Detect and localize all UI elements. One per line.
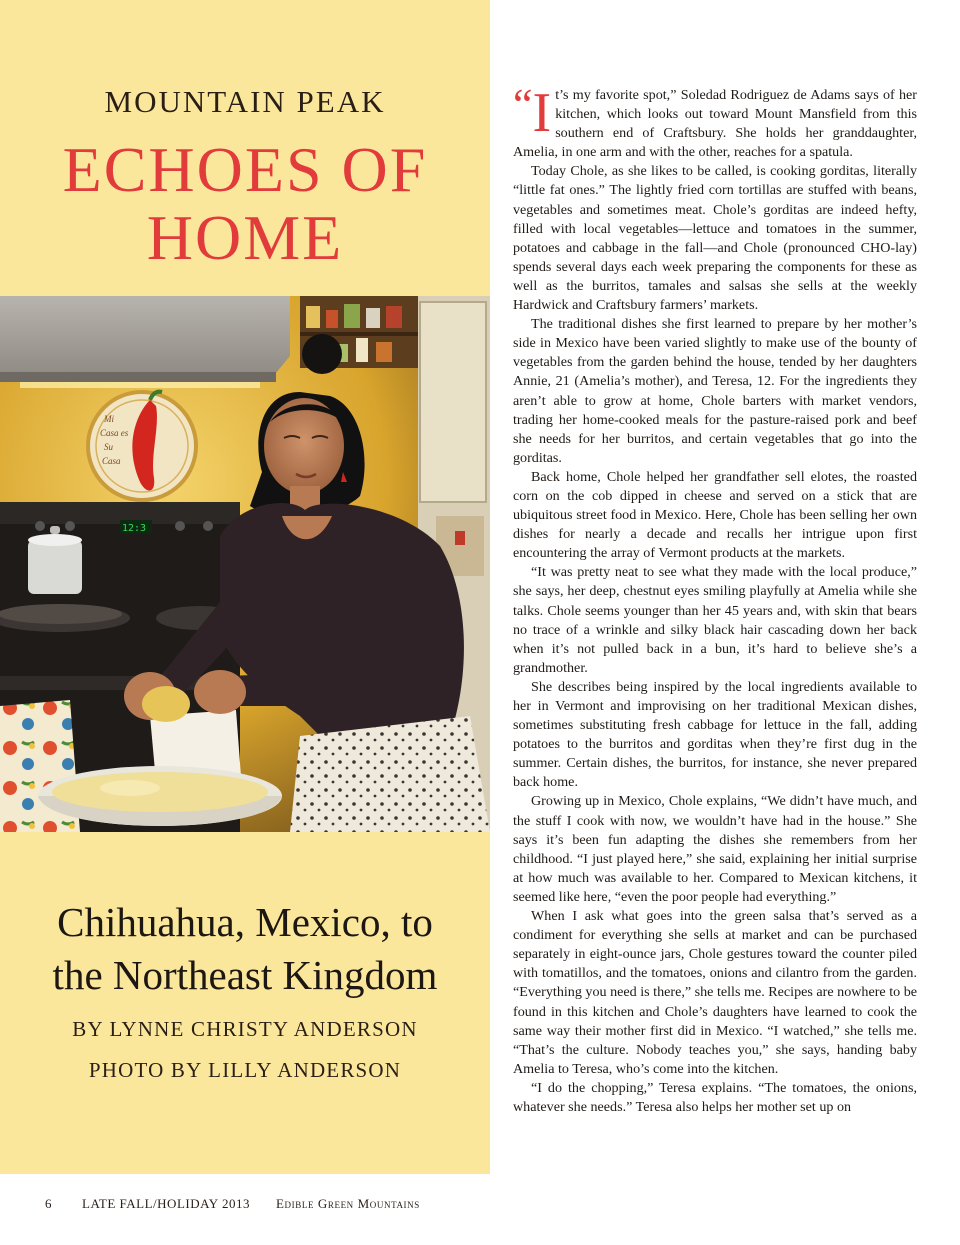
article-paragraph: t’s my favorite spot,” Soledad Rodriguez de Adams says of her kitchen, which looks out toward Mount Mansfield from this southern end of Craftsbury. She holds her granddaughter, Amelia, in one arm and with the other, reaches for a spatula. <box>513 87 917 161</box>
article-body <box>513 80 917 1117</box>
article-paragraph: “It was pretty neat to see what they made with the local produce,” she says, her deep, chestnut eyes smiling playfully at Amelia while she talks. Chole seems younger than her 45 years and, with skin that bears no trace of a wrinkle and silky black hair cascading down her back when it’s not pulled back in a bun, it’s hard to believe she’s a grandmother. <box>513 564 917 676</box>
subhead-line-2: the Northeast Kingdom <box>52 952 438 998</box>
page-number: 6 <box>45 1196 52 1211</box>
page-title <box>0 136 490 272</box>
author-byline: BY LYNNE CHRISTY ANDERSON <box>72 1017 418 1041</box>
article-paragraph: She describes being inspired by the local ingredients available to her in Vermont and improvising on her traditional Mexican dishes, sometimes substituting fresh cabbage for lettuce in the fall, adding potatoes to the burritos and gorditas when they’re first dug in the summer. Certain dishes, the burritos, for instance, she never prepared back home. <box>513 678 917 791</box>
subhead-line-1: Chihuahua, Mexico, to <box>57 899 433 945</box>
photo-credit: PHOTO BY LILLY ANDERSON <box>88 1058 402 1082</box>
plate-text-1: Mi <box>104 414 114 424</box>
section-kicker: MOUNTAIN PEAK <box>104 84 386 119</box>
decorative-plate <box>88 392 196 500</box>
drop-cap-letter: I <box>532 82 552 144</box>
issue-label: LATE FALL/HOLIDAY 2013 <box>82 1196 250 1211</box>
plate-text-3: Su <box>104 442 113 452</box>
title-line-1: ECHOES OF <box>62 134 428 205</box>
plate-text-2: Casa es <box>100 428 129 438</box>
article-paragraph: Back home, Chole helped her grandfather sell elotes, the roasted corn on the cob dipped in cheese and served on a stick that are ubiquitous street food in Mexico. Here, Chole has been selling her own dishes for nearly a decade and recalls her intrigue upon first encountering the array of Vermont products at the markets. <box>513 468 917 562</box>
article-paragraph: Today Chole, as she likes to be called, is cooking gorditas, literally “little fat ones.” The lightly fried corn tortillas are stuffed with beans, vegetables and sometimes meat. Chole’s gorditas are indeed hefty, filled with local vegetables—lettuce and tomatoes in the summer, potatoes and cabbage in the fall—and Chole (pronounced CHO-lay) spends several days each week preparing the components for these as well as the burritos, tamales and salsas she sells at the weekly Hardwick and Craftsbury farmers’ markets. <box>513 163 917 314</box>
kitchen-photo-illustration <box>0 296 490 832</box>
magazine-name: Edible Green Mountains <box>276 1196 420 1211</box>
article-paragraph: Growing up in Mexico, Chole explains, “We didn’t have much, and the stuff I cook with now, we wouldn’t have had in the house.” She says it’s been fun adapting the dishes she remembers from her childhood. “I just played here,” she said, explaining her initial surprise at how much was available to her. Compared to Mexican kitchens, it seemed like here, “even the poor people had everything.” <box>513 793 917 905</box>
drop-cap <box>513 80 552 144</box>
drop-quote-mark: “ <box>513 80 533 129</box>
title-line-2: HOME <box>146 202 344 273</box>
title-panel <box>0 0 490 1174</box>
svg-text:12:3: 12:3 <box>122 523 147 534</box>
page-footer <box>0 1196 960 1216</box>
article-paragraph: The traditional dishes she first learned to prepare by her mother’s side in Mexico have been varied slightly to make use of the bounty of vegetables from the garden behind the house, tended by her daughters Annie, 21 (Amelia’s mother), and Teresa, 12. For the ingredients they aren’t able to grow at home, Chole barters with market vendors, trading her home-cooked meals for the pasture-raised pork and beef she needs for her burritos, and certain vegetables that go into the gorditas. <box>513 316 917 466</box>
article-paragraph: When I ask what goes into the green salsa that’s served as a condiment for everything she sells at market and can be purchased separately in eight-ounce jars, Chole gestures toward the counter piled with tomatillos, and the tomatoes, onions and cilantro from the garden. “Everything you need is there,” she tells me. Recipes are nowhere to be found in this kitchen and Chole’s daughters have learned to cook the same way their mother first did in Mexico. “I watched,” she tells me. “That’s the culture. Nobody teaches you,” she says, handing baby Amelia to Teresa, who’s come into the kitchen. <box>513 908 917 1077</box>
article-subheadline <box>0 896 490 1002</box>
article-paragraph: “I do the chopping,” Teresa explains. “The tomatoes, the onions, whatever she needs.” Teresa also helps her mother set up on <box>513 1079 917 1115</box>
plate-text-4: Casa <box>102 456 121 466</box>
kitchen-photo <box>0 296 490 832</box>
